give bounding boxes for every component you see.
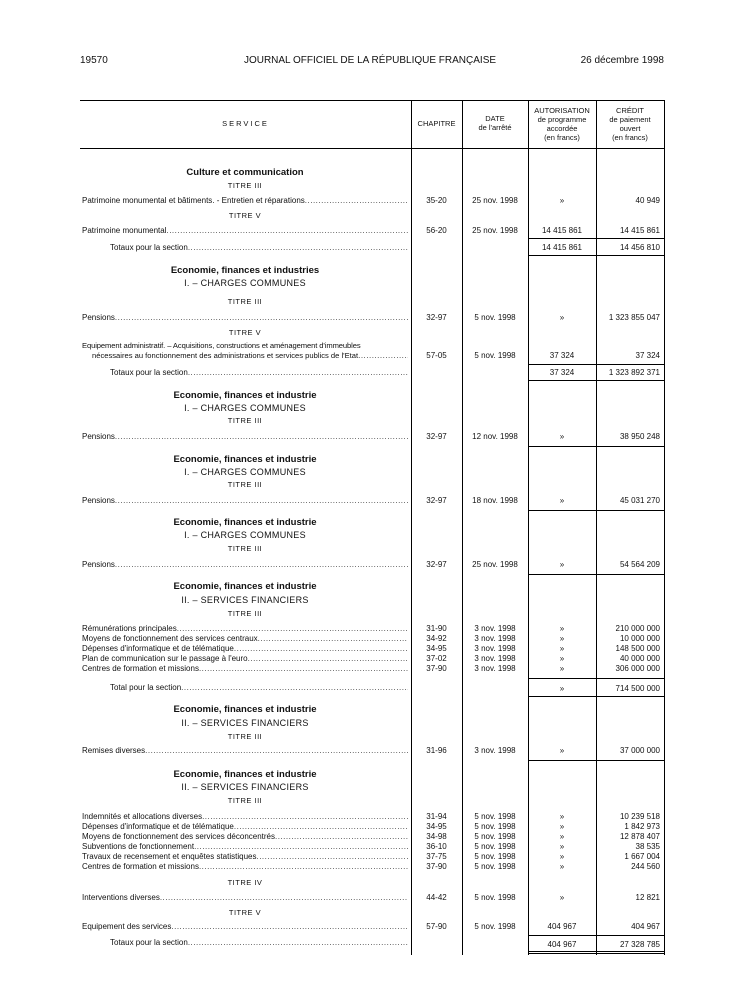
- row-autorisation: »: [559, 812, 565, 821]
- row-credit: 12 821: [635, 893, 660, 902]
- titre-heading: TITRE IV: [227, 878, 263, 887]
- total-rule: [528, 380, 664, 381]
- section-subtitle: I. – CHARGES COMMUNES: [184, 278, 306, 288]
- row-label: Plan de communication sur le passage à l'euro .....: [82, 654, 408, 664]
- row-label: Equipement des services .....: [82, 922, 408, 932]
- row-label: Indemnités et allocations diverses .....: [82, 812, 408, 822]
- row-autorisation: »: [559, 893, 565, 902]
- titre-heading: TITRE V: [228, 908, 262, 917]
- col-header-date: DATE de l'arrêté: [478, 114, 512, 132]
- row-autorisation: 37 324: [549, 351, 575, 360]
- row-label: Moyens de fonctionnement des services déconcentrés .....: [82, 832, 408, 842]
- row-credit: 10 239 518: [619, 812, 660, 821]
- row-chapitre: 31-94: [426, 812, 447, 821]
- journal-title: JOURNAL OFFICIEL DE LA RÉPUBLIQUE FRANÇAISE: [243, 55, 497, 66]
- row-chapitre: 35-20: [426, 196, 447, 205]
- row-date: 5 nov. 1998: [474, 862, 516, 871]
- row-label: Patrimoine monumental et bâtiments. - Entretien et réparations .....: [82, 196, 408, 206]
- row-label: Centres de formation et missions .....: [82, 862, 408, 872]
- row-credit: 1 323 855 047: [608, 313, 660, 322]
- row-chapitre: 57-90: [426, 922, 447, 931]
- header-bottom-border: [80, 148, 664, 149]
- row-label: Pensions .....: [82, 560, 408, 570]
- row-date: 5 nov. 1998: [474, 822, 516, 831]
- row-chapitre: 37-90: [426, 862, 447, 871]
- row-credit: 1 667 004: [624, 852, 660, 861]
- row-chapitre: 37-02: [426, 654, 447, 663]
- total-rule: [528, 364, 664, 365]
- section-title: Economie, finances et industrie: [173, 454, 317, 465]
- row-label-line: nécessaires au fonctionnement des administrations et services publics de l'Etat .....: [92, 351, 408, 361]
- row-date: 3 nov. 1998: [474, 664, 516, 673]
- issue-date: 26 décembre 1998: [580, 55, 664, 66]
- row-date: 5 nov. 1998: [474, 842, 516, 851]
- row-label: Travaux de recensement et enquêtes statistiques .....: [82, 852, 408, 862]
- section-title: Culture et communication: [186, 167, 304, 178]
- row-date: 5 nov. 1998: [474, 832, 516, 841]
- row-date: 25 nov. 1998: [472, 560, 518, 569]
- row-credit: 306 000 000: [615, 664, 660, 673]
- row-credit: 14 415 861: [619, 226, 660, 235]
- total-autorisation: 37 324: [549, 368, 575, 377]
- col-header-chapitre: CHAPITRE: [417, 119, 456, 128]
- row-autorisation: »: [559, 560, 565, 569]
- total-credit: 14 456 810: [619, 243, 660, 252]
- row-label: Pensions .....: [82, 432, 408, 442]
- row-credit: 1 842 973: [624, 822, 660, 831]
- total-autorisation: 404 967: [547, 940, 577, 949]
- row-label: Rémunérations principales .....: [82, 624, 408, 634]
- row-date: 25 nov. 1998: [472, 196, 518, 205]
- column-divider: [664, 100, 665, 955]
- row-autorisation: »: [559, 832, 565, 841]
- titre-heading: TITRE III: [227, 297, 263, 306]
- row-label: Dépenses d'informatique et de télématique .....: [82, 644, 408, 654]
- row-date: 5 nov. 1998: [474, 313, 516, 322]
- section-rule: [528, 446, 664, 447]
- row-chapitre: 57-05: [426, 351, 447, 360]
- row-credit: 12 878 407: [619, 832, 660, 841]
- row-chapitre: 34-98: [426, 832, 447, 841]
- row-autorisation: »: [559, 654, 565, 663]
- row-label: Subventions de fonctionnement .....: [82, 842, 408, 852]
- row-label: Pensions .....: [82, 313, 408, 323]
- section-rule: [528, 574, 664, 575]
- total-rule: [528, 696, 664, 697]
- row-date: 25 nov. 1998: [472, 226, 518, 235]
- row-credit: 45 031 270: [619, 496, 660, 505]
- row-date: 5 nov. 1998: [474, 922, 516, 931]
- total-autorisation: 14 415 861: [541, 243, 583, 252]
- section-rule: [528, 760, 664, 761]
- row-chapitre: 37-75: [426, 852, 447, 861]
- row-credit: 40 949: [635, 196, 660, 205]
- row-autorisation: »: [559, 852, 565, 861]
- titre-heading: TITRE III: [227, 609, 263, 618]
- section-rule: [528, 510, 664, 511]
- row-date: 3 nov. 1998: [474, 634, 516, 643]
- section-title: Economie, finances et industrie: [173, 704, 317, 715]
- titre-heading: TITRE III: [227, 416, 263, 425]
- total-label: Totaux pour la section .....: [110, 243, 408, 253]
- row-label: Moyens de fonctionnement des services centraux .....: [82, 634, 408, 644]
- total-label: Totaux pour la section .....: [110, 368, 408, 378]
- table-top-border: [80, 100, 664, 101]
- total-credit: 27 328 785: [619, 940, 660, 949]
- col-header-credit: CRÉDIT de paiement ouvert (en francs): [609, 106, 651, 142]
- total-rule: [528, 935, 664, 936]
- row-chapitre: 31-90: [426, 624, 447, 633]
- row-date: 3 nov. 1998: [474, 746, 516, 755]
- total-rule: [528, 238, 664, 239]
- row-autorisation: »: [559, 496, 565, 505]
- row-chapitre: 44-42: [426, 893, 447, 902]
- row-chapitre: 32-97: [426, 560, 447, 569]
- row-chapitre: 32-97: [426, 432, 447, 441]
- row-autorisation: »: [559, 432, 565, 441]
- row-credit: 210 000 000: [615, 624, 660, 633]
- row-credit: 148 500 000: [615, 644, 660, 653]
- row-date: 5 nov. 1998: [474, 812, 516, 821]
- row-date: 5 nov. 1998: [474, 351, 516, 360]
- section-subtitle: II. – SERVICES FINANCIERS: [181, 595, 309, 605]
- row-credit: 38 950 248: [619, 432, 660, 441]
- titre-heading: TITRE III: [227, 544, 263, 553]
- row-label: Pensions .....: [82, 496, 408, 506]
- total-credit: 1 323 892 371: [608, 368, 660, 377]
- row-chapitre: 36-10: [426, 842, 447, 851]
- row-autorisation: 14 415 861: [541, 226, 583, 235]
- section-subtitle: II. – SERVICES FINANCIERS: [181, 718, 309, 728]
- row-credit: 244 560: [631, 862, 660, 871]
- row-date: 18 nov. 1998: [472, 496, 518, 505]
- col-header-autorisation: AUTORISATION de programme accordée (en francs): [534, 106, 590, 142]
- total-rule: [528, 678, 664, 679]
- section-subtitle: II. – SERVICES FINANCIERS: [181, 782, 309, 792]
- row-credit: 38 535: [635, 842, 660, 851]
- section-title: Economie, finances et industrie: [173, 769, 317, 780]
- section-subtitle: I. – CHARGES COMMUNES: [184, 530, 306, 540]
- row-chapitre: 34-92: [426, 634, 447, 643]
- row-autorisation: »: [559, 634, 565, 643]
- row-chapitre: 34-95: [426, 822, 447, 831]
- section-subtitle: I. – CHARGES COMMUNES: [184, 403, 306, 413]
- page-number: 19570: [80, 55, 108, 66]
- total-credit: 714 500 000: [615, 684, 660, 693]
- row-chapitre: 31-96: [426, 746, 447, 755]
- titre-heading: TITRE III: [227, 480, 263, 489]
- row-credit: 54 564 209: [619, 560, 660, 569]
- section-title: Economie, finances et industrie: [173, 581, 317, 592]
- row-label: Remises diverses .....: [82, 746, 408, 756]
- row-chapitre: 32-97: [426, 313, 447, 322]
- total-autorisation: »: [559, 684, 565, 693]
- titre-heading: TITRE III: [227, 796, 263, 805]
- row-label-line: Equipement administratif. – Acquisitions, constructions et aménagement d'immeubles: [82, 341, 361, 350]
- col-header-service: SERVICE: [222, 119, 269, 128]
- row-date: 5 nov. 1998: [474, 852, 516, 861]
- row-credit: 404 967: [631, 922, 660, 931]
- row-autorisation: »: [559, 644, 565, 653]
- row-autorisation: »: [559, 196, 565, 205]
- row-label: Dépenses d'informatique et de télématique .....: [82, 822, 408, 832]
- total-rule: [528, 953, 664, 954]
- section-title: Economie, finances et industrie: [173, 517, 317, 528]
- row-date: 3 nov. 1998: [474, 644, 516, 653]
- row-credit: 37 000 000: [619, 746, 660, 755]
- row-credit: 37 324: [635, 351, 660, 360]
- titre-heading: TITRE V: [228, 211, 262, 220]
- row-label: Patrimoine monumental .....: [82, 226, 408, 236]
- total-label: Total pour la section .....: [110, 683, 408, 693]
- row-label: Centres de formation et missions .....: [82, 664, 408, 674]
- row-autorisation: »: [559, 862, 565, 871]
- row-date: 3 nov. 1998: [474, 624, 516, 633]
- titre-heading: TITRE III: [227, 181, 263, 190]
- row-chapitre: 37-90: [426, 664, 447, 673]
- row-autorisation: »: [559, 624, 565, 633]
- row-date: 3 nov. 1998: [474, 654, 516, 663]
- row-autorisation: »: [559, 746, 565, 755]
- row-autorisation: »: [559, 313, 565, 322]
- total-label: Totaux pour la section .....: [110, 938, 408, 948]
- row-autorisation: 404 967: [547, 922, 577, 931]
- section-title: Economie, finances et industries: [170, 265, 320, 276]
- total-rule: [528, 951, 664, 952]
- row-chapitre: 56-20: [426, 226, 447, 235]
- row-credit: 40 000 000: [619, 654, 660, 663]
- titre-heading: TITRE III: [227, 732, 263, 741]
- section-title: Economie, finances et industrie: [173, 390, 317, 401]
- row-chapitre: 32-97: [426, 496, 447, 505]
- row-autorisation: »: [559, 664, 565, 673]
- row-date: 12 nov. 1998: [472, 432, 518, 441]
- row-autorisation: »: [559, 842, 565, 851]
- row-credit: 10 000 000: [619, 634, 660, 643]
- titre-heading: TITRE V: [228, 328, 262, 337]
- row-label: Interventions diverses .....: [82, 893, 408, 903]
- section-subtitle: I. – CHARGES COMMUNES: [184, 467, 306, 477]
- row-date: 5 nov. 1998: [474, 893, 516, 902]
- row-chapitre: 34-95: [426, 644, 447, 653]
- total-rule: [528, 255, 664, 256]
- row-autorisation: »: [559, 822, 565, 831]
